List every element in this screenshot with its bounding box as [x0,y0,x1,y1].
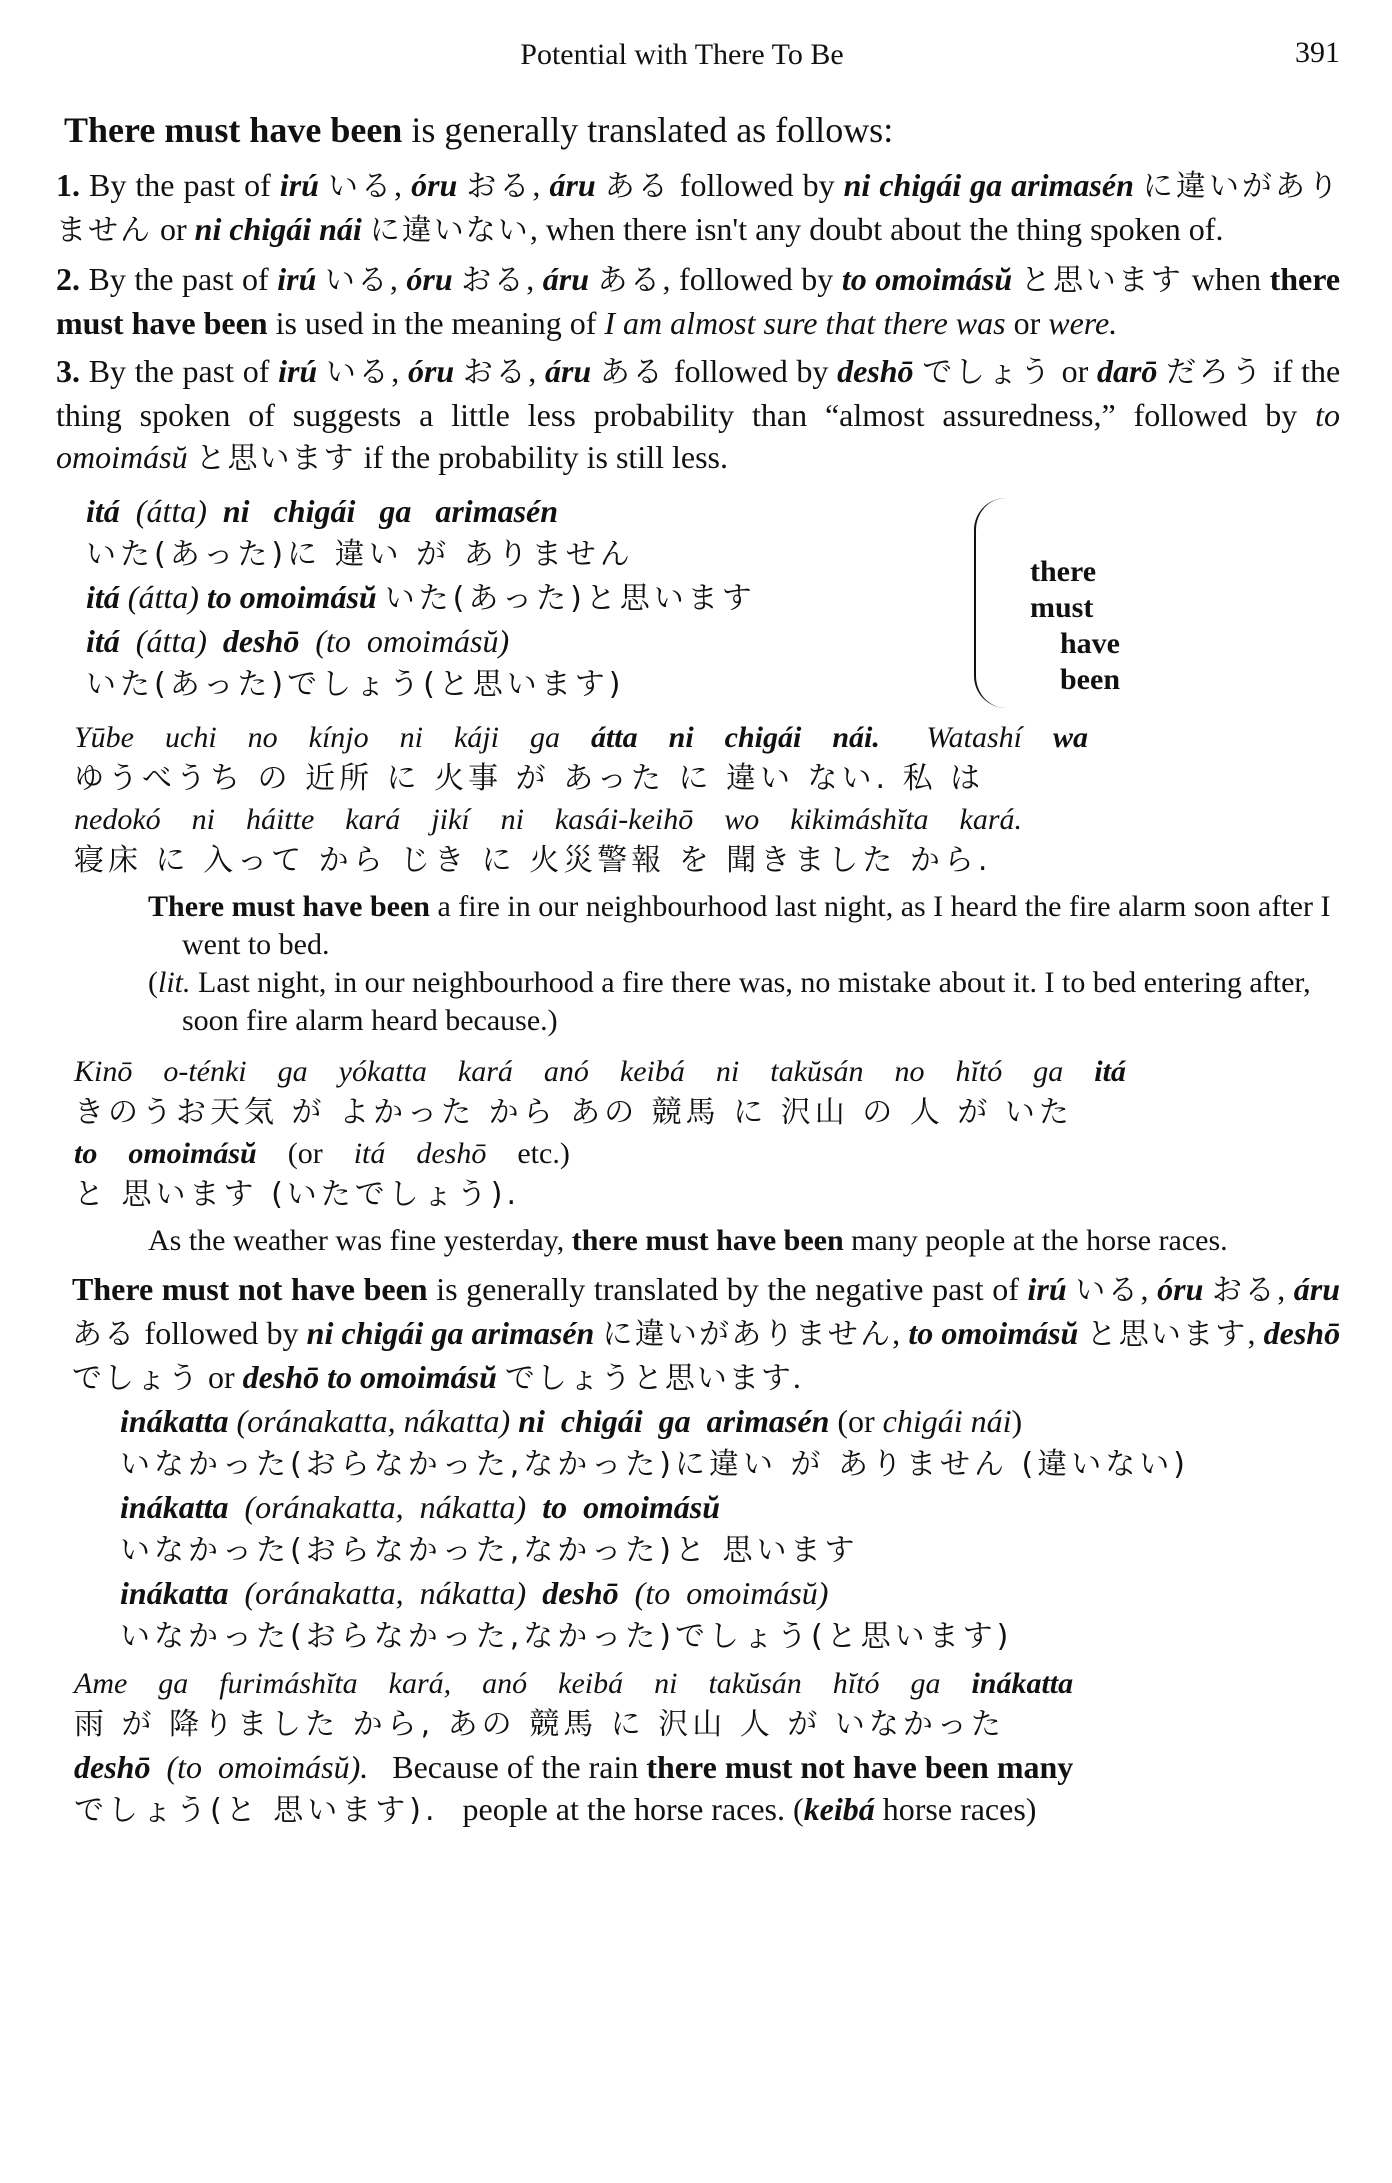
brace-mark [974,498,1006,708]
rule-2 [24,258,1340,344]
page-header [24,28,1340,80]
brace-label [1030,554,1126,698]
forms-line: itá (átta) to omoimásŭ いた(あった)と思います [86,579,756,616]
negative-forms-line: inákatta (oránakatta, nákatta) deshō (to omoimásŭ) [120,1575,829,1611]
translation-line: There must have been a fire in our neighbourhood last night, as I heard the fire alarm soon after I went to bed. [148,890,1331,961]
rule-2-text: By the past of irú いる, óru おる, áru ある, followed by to omoimásŭ と思います when there must have been is used in the meaning of I am almost sure that there was or were. [56,261,1341,341]
forms-line: いた(あった)に 違い が ありません [86,537,634,572]
example-2-romaji: Kinō o-ténki ga yókatta kará anó keibá ni takŭsán no hĭtó ga itá [74,1055,1126,1088]
negative-paragraph: There must not have been is generally translated by the negative past of irú いる, óru おる, áru ある followed by ni chigái ga arimasén に違いがありません, to omoimásŭ と思います, deshō でしょう or deshō to omoimásŭ でしょうと思います. [72,1271,1341,1396]
lead-rest: is generally translated as follows: [402,110,894,150]
forms-line: いた(あった)でしょう(と思います) [86,667,625,702]
example-1-translation [148,888,1340,1040]
example-2-romaji: to omoimásŭ (or itá deshō etc.) [74,1137,570,1170]
translation-line: As the weather was fine yesterday, there must have been many people at the horse races. [148,1224,1228,1257]
negative-forms-line: いなかった(おらなかった,なかった)でしょう(と思います) [120,1619,1013,1654]
literal-translation: (lit. Last night, in our neighbourhood a fire there was, no mistake about it. I to bed entering after, soon fire alarm heard because.) [148,966,1311,1037]
lead-paragraph [24,104,1340,156]
rule-3-number: 3. [56,353,80,389]
example-1-romaji: nedokó ni háitte kará jikí ni kasái-keihō wo kikimáshĭta kará. [74,803,1023,836]
negative-forms-line: inákatta (oránakatta, nákatta) to omoimásŭ [120,1489,721,1525]
example-3-line: でしょう(と 思います). people at the horse races. (keibá horse races) [74,1791,1037,1828]
negative-forms-line: いなかった(おらなかった,なかった)に違い が ありません (違いない) [120,1447,1189,1482]
negative-forms [120,1400,1340,1658]
forms-table [86,490,1126,706]
forms-line: itá (átta) deshō (to omoimásŭ) [86,623,510,659]
negative-forms-line: inákatta (oránakatta, nákatta) ni chigái ga arimasén (or chigái nái) [120,1403,1023,1439]
brace-label-line: have been [1060,627,1120,696]
rule-1-number: 1. [56,167,80,203]
brace-label-line: there must [1030,555,1097,624]
negative-forms-line: いなかった(おらなかった,なかった)と 思います [120,1533,859,1568]
example-2-japanese: と 思います (いたでしょう). [74,1177,521,1212]
rule-3 [24,350,1340,480]
example-3-romaji: Ame ga furimáshĭta kará, anó keibá ni takŭsán hĭtó ga inákatta [74,1667,1074,1700]
rule-1-text: By the past of irú いる, óru おる, áru ある followed by ni chigái ga arimasén に違いがありません or ni chigái nái に違いない, when there isn't any doubt about the thing spoken of. [56,167,1341,248]
rule-3-text: By the past of irú いる, óru おる, áru ある followed by deshō でしょう or darō だろう if the thing spoken of suggests a little less probability than “almost assuredness,” followed by to omoimásŭ と思います if the probability is still less. [56,353,1341,476]
example-2-japanese: きのうお天気 が よかった から あの 競馬 に 沢山 の 人 が いた [74,1095,1073,1130]
running-head: Potential with There To Be [520,38,844,71]
example-1-japanese: 寝床 に 入って から じき に 火災警報 を 聞きました から. [74,843,992,878]
lead-bold: There must have been [64,110,403,150]
example-3-line: deshō (to omoimásŭ). Because of the rain there must not have been many [74,1749,1074,1785]
forms-line: itá (átta) ni chigái ga arimasén [86,493,559,529]
example-3-japanese: 雨 が 降りました から, あの 競馬 に 沢山 人 が いなかった [74,1707,1005,1742]
page-number: 391 [1295,36,1340,69]
example-2-translation [148,1222,1340,1260]
example-1-japanese: ゆうべうち の 近所 に 火事 が あった に 違い ない. 私 は [74,761,985,796]
rule-1 [24,164,1340,252]
rule-2-number: 2. [56,261,80,297]
example-1-romaji: Yūbe uchi no kínjo ni káji ga átta ni chigái nái. Watashí wa [74,721,1088,754]
